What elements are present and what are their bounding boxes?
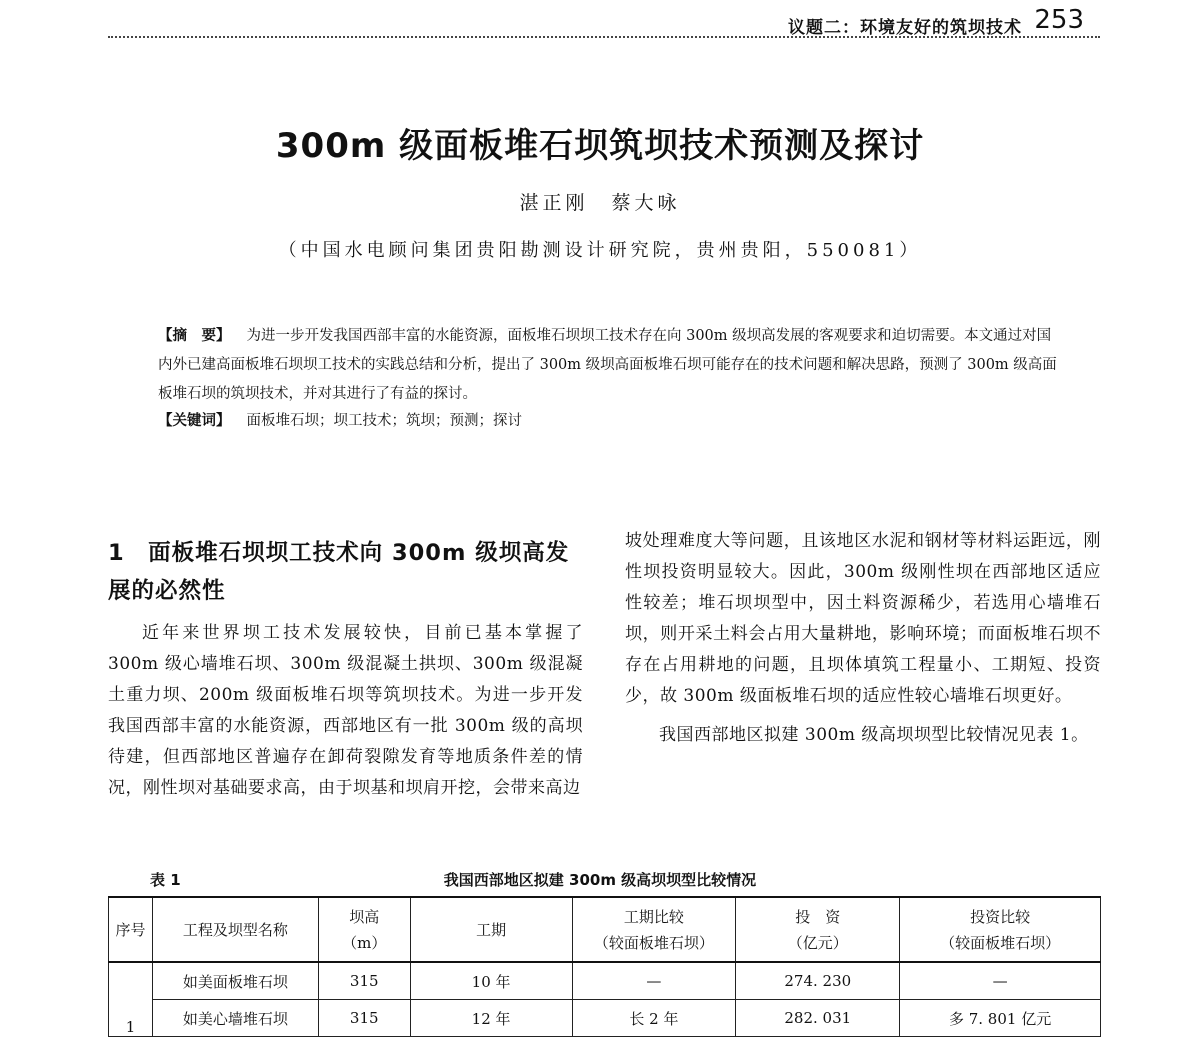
left-column (108, 534, 583, 804)
right-column (625, 526, 1101, 751)
paper-affiliation: （中国水电顾问集团贵阳勘测设计研究院，贵州贵阳，550081） (278, 240, 922, 261)
body-paragraph-continued: 坡处理难度大等问题，且该地区水泥和钢材等材料运距远，刚性坝投资明显较大。因此，300m 级刚性坝在西部地区适应性较差；堆石坝坝型中，因土料资源稀少，若选用心墙堆石坝，则开采土料会占用大量耕地，影响环境；而面板堆石坝不存在占用耕地的问题，且坝体填筑工程量小、工期短、投资少，故 300m 级面板堆石坝的适应性较心墙堆石坝更好。 (625, 531, 1101, 706)
table-caption (0, 866, 1200, 892)
header-name: 工程及坝型名称 (152, 897, 318, 962)
table-header-row (109, 897, 1101, 962)
cell-invest: 282. 031 (736, 1000, 900, 1037)
table-row (109, 962, 1101, 1000)
header-height-unit: （m） (342, 933, 387, 952)
header-period-cmp-note: （较面板堆石坝） (593, 933, 714, 952)
table-title: 我国西部地区拟建 300m 级高坝坝型比较情况 (443, 871, 757, 889)
header-height-label: 坝高 (349, 907, 380, 926)
header-invest-unit: （亿元） (787, 933, 848, 952)
cell-period: 10 年 (410, 962, 572, 1000)
header-height (318, 897, 410, 962)
cell-name: 如美心墙堆石坝 (152, 1000, 318, 1037)
header-section-title: 议题二：环境友好的筑坝技术 (788, 18, 1022, 38)
header-seq: 序号 (109, 897, 153, 962)
running-header (108, 4, 1100, 38)
header-period-cmp-label: 工期比较 (623, 907, 684, 926)
cell-name: 如美面板堆石坝 (152, 962, 318, 1000)
cell-invest: 274. 230 (736, 962, 900, 1000)
header-period: 工期 (410, 897, 572, 962)
cell-invest-cmp: 多 7. 801 亿元 (900, 1000, 1101, 1037)
paper-title: 300m 级面板堆石坝筑坝技术预测及探讨 (275, 126, 925, 166)
header-invest-cmp (900, 897, 1101, 962)
abstract-label: 【摘 要】 (158, 328, 231, 344)
page-number: 253 (1034, 5, 1084, 35)
cell-period-cmp: — (572, 962, 736, 1000)
cell-period: 12 年 (410, 1000, 572, 1037)
cell-height: 315 (318, 962, 410, 1000)
body-paragraph: 近年来世界坝工技术发展较快，目前已基本掌握了 300m 级心墙堆石坝、300m 级混凝土拱坝、300m 级混凝土重力坝、200m 级面板堆石坝等筑坝技术。为进一步开发我国西部丰富的水能资源，西部地区有一批 300m 级的高坝待建，但西部地区普遍存在卸荷裂隙发育等地质条件差的情况，刚性坝对基础要求高，由于坝基和坝肩开挖，会带来高边 (108, 623, 583, 798)
paper-authors: 湛正刚 蔡大咏 (519, 192, 681, 214)
header-invest-cmp-label: 投资比较 (970, 907, 1031, 926)
table-row (109, 1000, 1101, 1037)
keywords-label: 【关键词】 (158, 413, 231, 429)
header-period-cmp (572, 897, 736, 962)
abstract-paragraph (158, 322, 1058, 409)
section-heading: 1 面板堆石坝坝工技术向 300m 级坝高发展的必然性 (108, 540, 570, 604)
body-paragraph-table-ref: 我国西部地区拟建 300m 级高坝坝型比较情况见表 1。 (659, 725, 1089, 745)
cell-height: 315 (318, 1000, 410, 1037)
cell-invest-cmp: — (900, 962, 1101, 1000)
comparison-table (108, 896, 1101, 1037)
cell-period-cmp: 长 2 年 (572, 1000, 736, 1037)
keywords-text: 面板堆石坝；坝工技术；筑坝；预测；探讨 (246, 413, 522, 429)
abstract-block (158, 322, 1058, 436)
header-invest-cmp-note: （较面板堆石坝） (940, 933, 1061, 952)
table-number: 表 1 (150, 871, 181, 889)
header-invest-label: 投 资 (795, 907, 841, 926)
cell-seq: 1 (109, 962, 153, 1037)
keywords-line (158, 407, 1058, 436)
header-invest (736, 897, 900, 962)
abstract-text: 为进一步开发我国西部丰富的水能资源，面板堆石坝坝工技术存在向 300m 级坝高发展的客观要求和迫切需要。本文通过对国内外已建高面板堆石坝坝工技术的实践总结和分析，提出了 300m 级坝高面板堆石坝可能存在的技术问题和解决思路，预测了 300m 级高面板堆石坝的筑坝技术，并对其进行了有益的探讨。 (158, 328, 1057, 402)
